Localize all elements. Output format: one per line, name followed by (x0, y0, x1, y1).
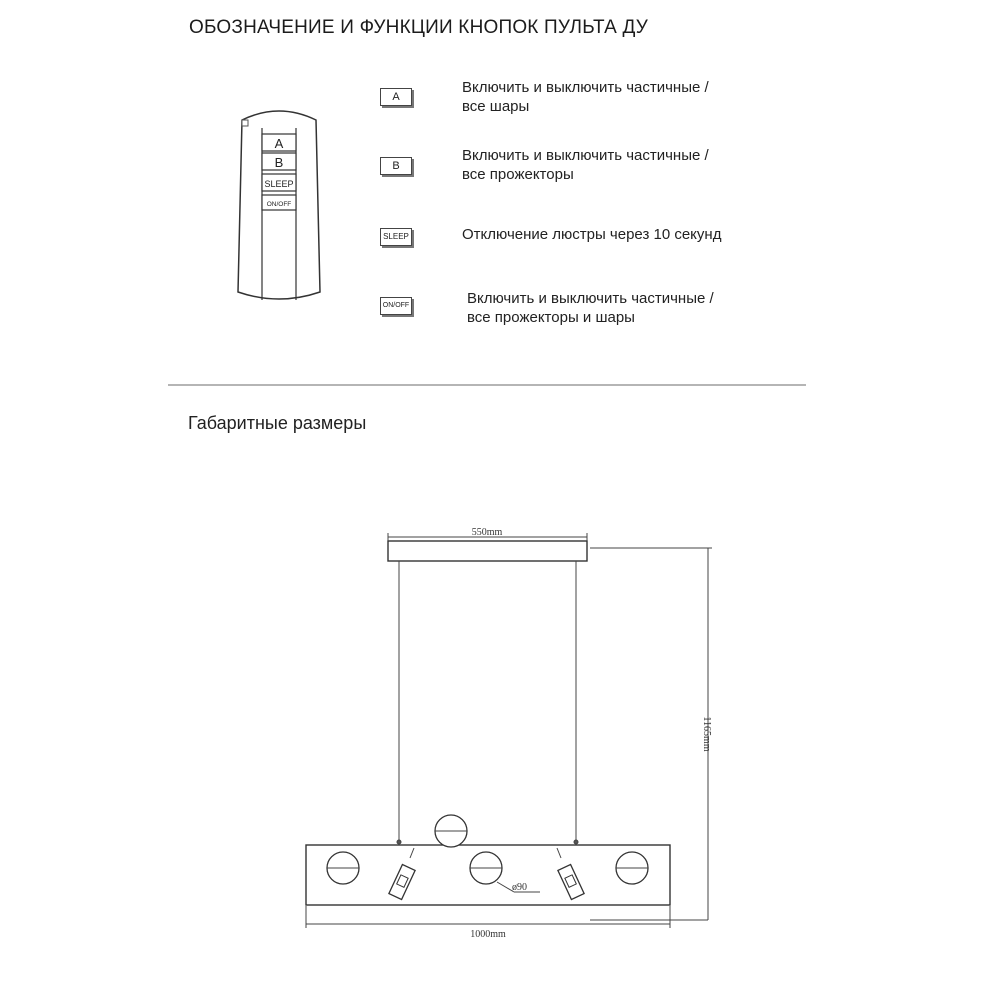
legend-key-a: A (380, 88, 412, 106)
legend-desc-a: Включить и выключить частичные / все шары (462, 79, 709, 115)
height-label: 1165mm (701, 716, 712, 752)
page-title: ОБОЗНАЧЕНИЕ И ФУНКЦИИ КНОПОК ПУЛЬТА ДУ (189, 17, 649, 38)
length-label: 1000mm (470, 929, 506, 940)
remote-button-b: B (274, 155, 284, 170)
legend-key-sleep: SLEEP (380, 228, 412, 246)
legend-desc-b: Включить и выключить частичные / все прожекторы (462, 147, 709, 183)
canopy-width-label: 550mm (471, 527, 503, 538)
legend-desc-onoff: Включить и выключить частичные / все прожекторы и шары (467, 290, 714, 326)
legend-key-b: B (380, 157, 412, 175)
remote-button-a: A (274, 136, 284, 151)
dimensions-title: Габаритные размеры (188, 413, 367, 433)
remote-button-sleep: SLEEP (264, 179, 294, 189)
legend-key-onoff: ON/OFF (380, 297, 412, 315)
legend-desc-sleep: Отключение люстры через 10 секунд (462, 226, 722, 243)
remote-button-onoff: ON/OFF (266, 201, 292, 208)
sphere-diameter-label: ø90 (512, 882, 527, 893)
